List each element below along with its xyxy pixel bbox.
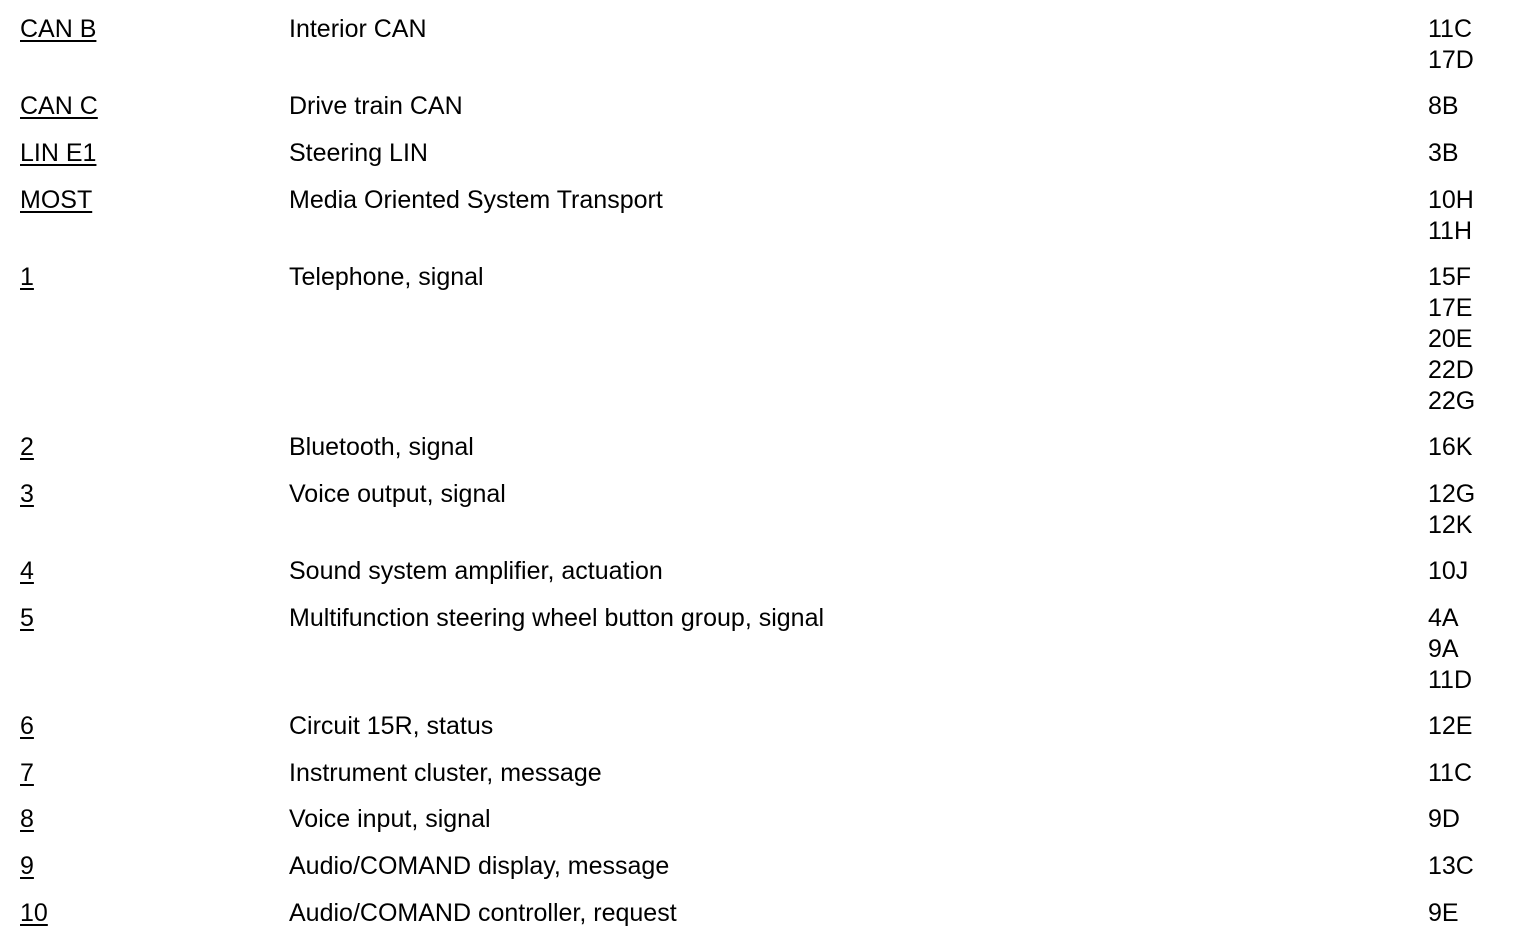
grid-reference: 17D	[1428, 46, 1474, 74]
grid-reference: 11D	[1428, 666, 1473, 694]
grid-reference: 9E	[1428, 899, 1459, 927]
legend-code-link[interactable]: CAN B	[20, 15, 97, 43]
grid-reference: 11C	[1428, 759, 1473, 787]
legend-code-link[interactable]: 8	[20, 805, 34, 833]
legend-grid-refs	[1428, 851, 1474, 882]
legend-code-link[interactable]: MOST	[20, 186, 93, 214]
legend-code-link[interactable]: 3	[20, 480, 34, 508]
grid-reference: 12G	[1428, 480, 1476, 508]
legend-grid-refs	[1428, 185, 1474, 247]
legend-grid-refs	[1428, 138, 1459, 169]
legend-grid-refs	[1428, 758, 1472, 789]
legend-code-link[interactable]: LIN E1	[20, 139, 97, 167]
legend-grid-refs	[1428, 262, 1475, 417]
legend-description: Voice input, signal	[289, 805, 491, 833]
legend-code-link[interactable]: 10	[20, 899, 48, 927]
legend-grid-refs	[1428, 804, 1460, 835]
legend-description: Bluetooth, signal	[289, 433, 474, 461]
legend-grid-refs	[1428, 556, 1468, 587]
grid-reference: 11H	[1428, 217, 1473, 245]
legend-description: Multifunction steering wheel button group, signal	[289, 604, 825, 632]
grid-reference: 12E	[1428, 712, 1473, 740]
grid-reference: 16K	[1428, 433, 1473, 461]
legend-description: Voice output, signal	[289, 480, 506, 508]
legend-description: Media Oriented System Transport	[289, 186, 663, 214]
legend-grid-refs	[1428, 91, 1459, 122]
legend-grid-refs	[1428, 14, 1474, 76]
grid-reference: 22G	[1428, 387, 1476, 415]
legend-code-link[interactable]: 5	[20, 604, 34, 632]
legend-description: Audio/COMAND display, message	[289, 852, 670, 880]
legend-description: Circuit 15R, status	[289, 712, 494, 740]
legend-code-link[interactable]: 2	[20, 433, 34, 461]
grid-reference: 3B	[1428, 139, 1459, 167]
grid-reference: 22D	[1428, 356, 1474, 384]
grid-reference: 12K	[1428, 511, 1473, 539]
grid-reference: 4A	[1428, 604, 1459, 632]
legend-description: Instrument cluster, message	[289, 759, 602, 787]
grid-reference: 20E	[1428, 325, 1473, 353]
grid-reference: 15F	[1428, 263, 1472, 291]
legend-description: Sound system amplifier, actuation	[289, 557, 663, 585]
grid-reference: 8B	[1428, 92, 1459, 120]
grid-reference: 17E	[1428, 294, 1473, 322]
legend-grid-refs	[1428, 432, 1472, 463]
legend-description: Audio/COMAND controller, request	[289, 899, 677, 927]
legend-code-link[interactable]: 6	[20, 712, 34, 740]
grid-reference: 9A	[1428, 635, 1459, 663]
legend-grid-refs	[1428, 479, 1475, 541]
grid-reference: 10H	[1428, 186, 1474, 214]
legend-grid-refs	[1428, 711, 1472, 742]
legend-code-link[interactable]: 9	[20, 852, 34, 880]
legend-code-link[interactable]: 4	[20, 557, 34, 585]
grid-reference: 10J	[1428, 557, 1469, 585]
legend-grid-refs	[1428, 898, 1459, 929]
legend-description: Telephone, signal	[289, 263, 484, 291]
legend-code-link[interactable]: 7	[20, 759, 34, 787]
legend-code-link[interactable]: 1	[20, 263, 34, 291]
grid-reference: 11C	[1428, 15, 1473, 43]
grid-reference: 13C	[1428, 852, 1474, 880]
legend-description: Drive train CAN	[289, 92, 463, 120]
grid-reference: 9D	[1428, 805, 1460, 833]
legend-code-link[interactable]: CAN C	[20, 92, 98, 120]
legend-description: Steering LIN	[289, 139, 428, 167]
legend-description: Interior CAN	[289, 15, 427, 43]
legend-grid-refs	[1428, 603, 1472, 696]
